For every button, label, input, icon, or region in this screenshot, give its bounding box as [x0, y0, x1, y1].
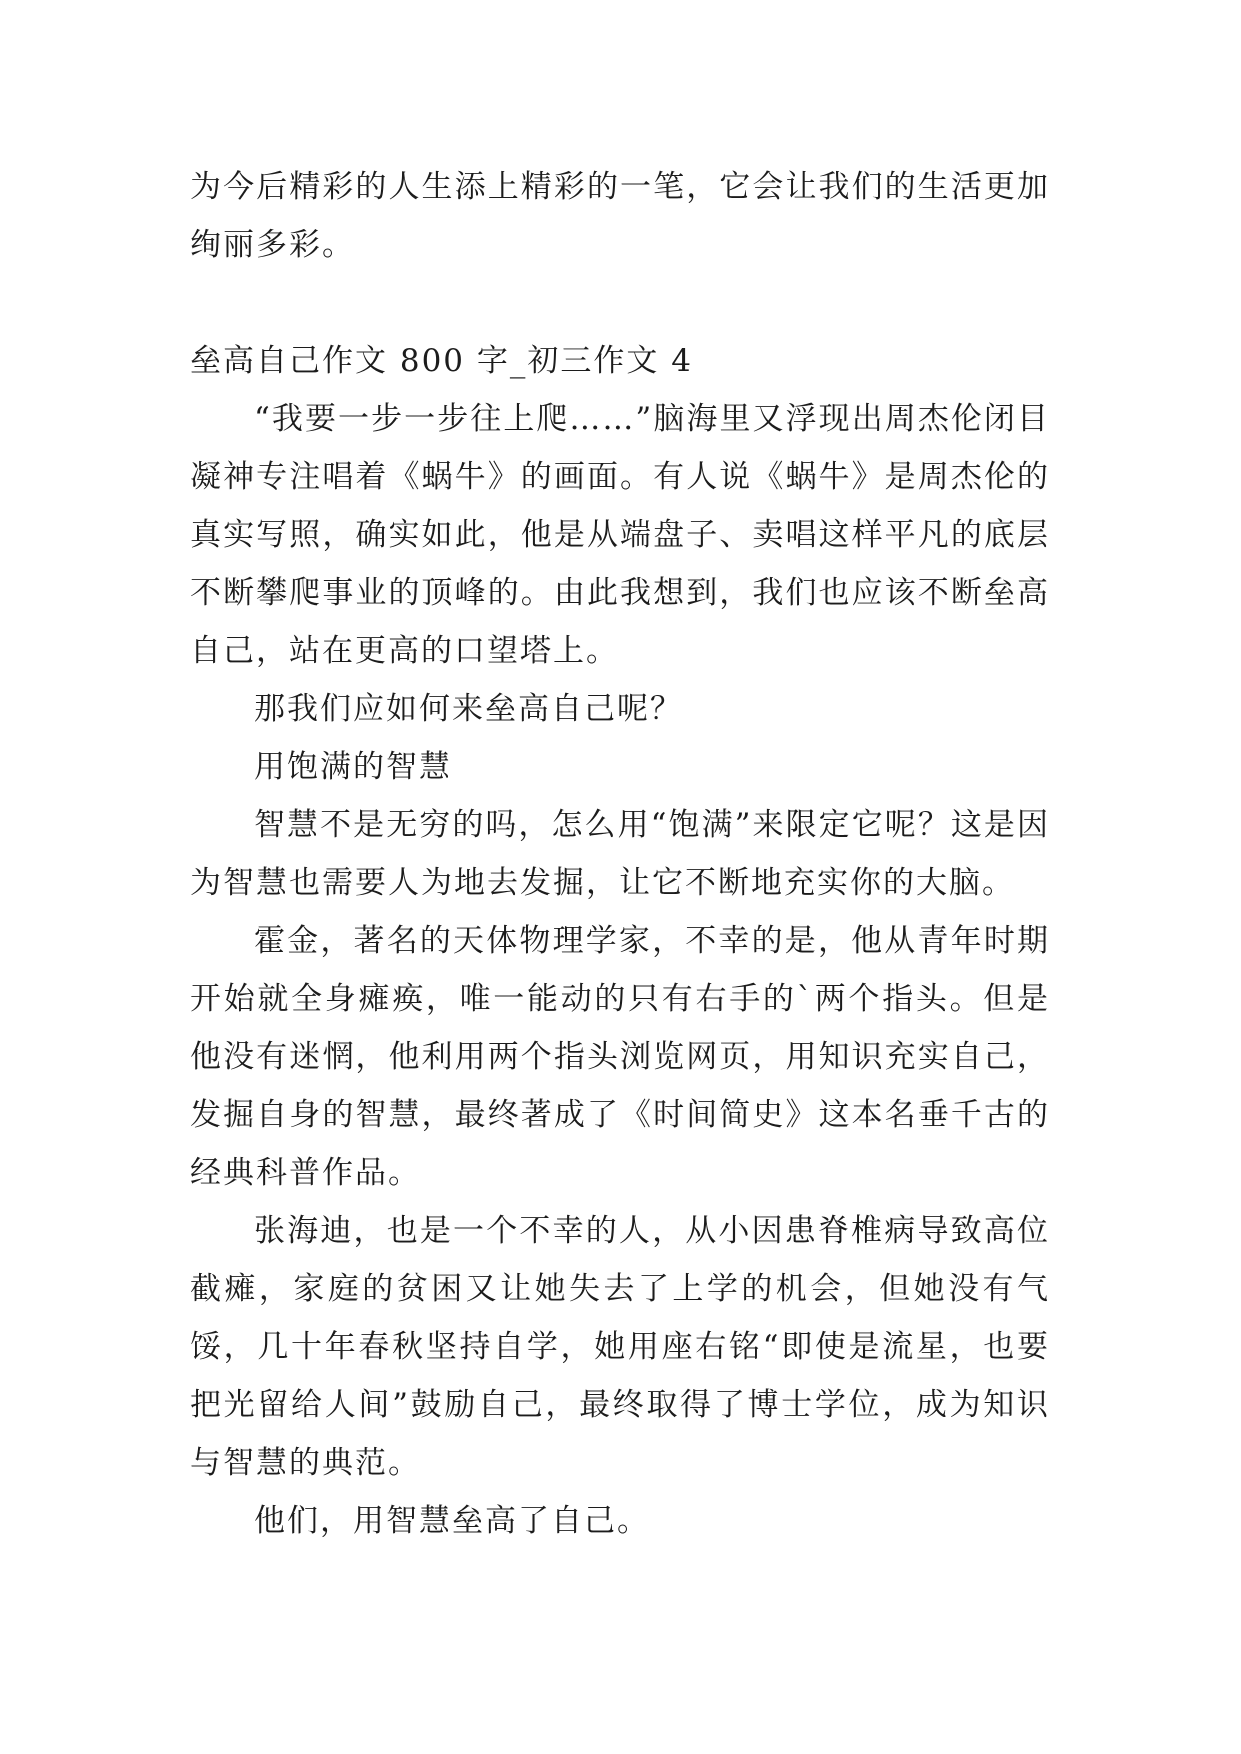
paragraph-conclusion: 他们，用智慧垒高了自己。 — [254, 1503, 650, 1539]
document-body — [190, 158, 1050, 1550]
paragraph-zhang-haidi: 张海迪，也是一个不幸的人，从小因患脊椎病导致高位截瘫，家庭的贫困又让她失去了上学的机会，但她没有气馁，几十年春秋坚持自学，她用座右铭“即使是流星，也要把光留给人间”鼓励自己，最终取得了博士学位，成为知识与智慧的典范。 — [190, 1213, 1050, 1481]
paragraph-subheading: 用饱满的智慧 — [254, 749, 452, 785]
paragraph-question: 那我们应如何来垒高自己呢？ — [254, 691, 683, 727]
paragraph-wisdom: 智慧不是无穷的吗，怎么用“饱满”来限定它呢？这是因为智慧也需要人为地去发掘，让它不断地充实你的大脑。 — [190, 807, 1050, 901]
intro-paragraph: 为今后精彩的人生添上精彩的一笔，它会让我们的生活更加绚丽多彩。 — [190, 169, 1050, 263]
section-gap — [190, 274, 1050, 332]
paragraph-hawking: 霍金，著名的天体物理学家，不幸的是，他从青年时期开始就全身瘫痪，唯一能动的只有右手的`两个指头。但是他没有迷惘，他利用两个指头浏览网页，用知识充实自己，发掘自身的智慧，最终著成了《时间简史》这本名垂千古的经典科普作品。 — [190, 923, 1050, 1191]
essay-title: 垒高自己作文 800 字_初三作文 4 — [190, 343, 693, 379]
paragraph-opening: “我要一步一步往上爬……”脑海里又浮现出周杰伦闭目凝神专注唱着《蜗牛》的画面。有人说《蜗牛》是周杰伦的真实写照，确实如此，他是从端盘子、卖唱这样平凡的底层不断攀爬事业的顶峰的。由此我想到，我们也应该不断垒高自己，站在更高的口望塔上。 — [190, 401, 1050, 669]
